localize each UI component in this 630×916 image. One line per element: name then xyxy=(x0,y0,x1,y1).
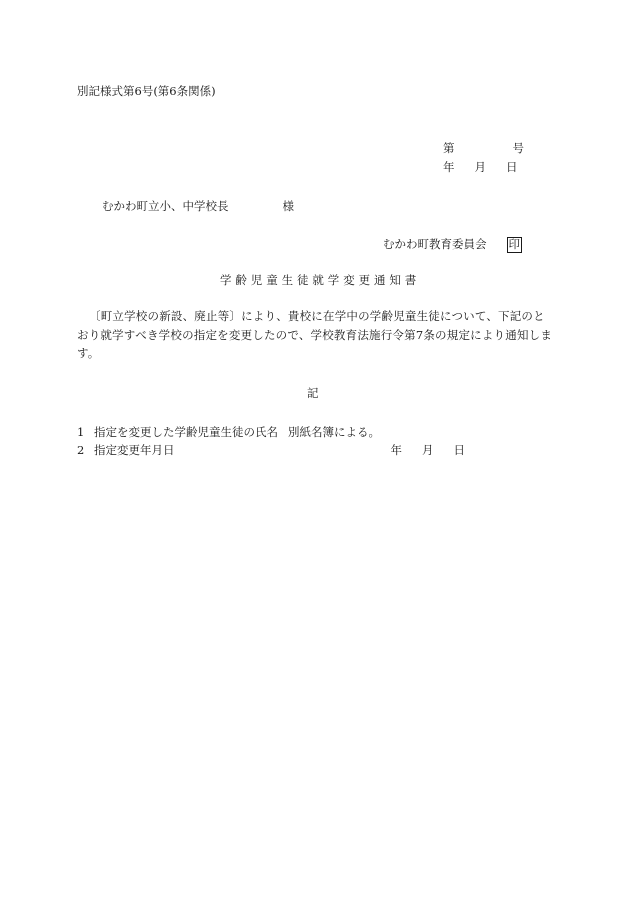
issuer xyxy=(383,237,522,253)
addressee-honorific: 様 xyxy=(282,199,294,213)
item-value: 別紙名簿による。 xyxy=(288,425,380,439)
item-label: 指定変更年月日 xyxy=(94,443,175,457)
list-item xyxy=(77,445,465,457)
number-suffix: 号 xyxy=(512,141,524,155)
item-month: 月 xyxy=(422,443,434,457)
ki-heading: 記 xyxy=(307,386,319,400)
item-day: 日 xyxy=(453,443,465,457)
document-title: 学齢児童生徒就学変更通知書 xyxy=(220,273,421,287)
document-number xyxy=(443,143,524,155)
item-number: 2 xyxy=(77,443,85,457)
addressee-name: むかわ町立小、中学校長 xyxy=(102,199,229,213)
date-month: 月 xyxy=(474,160,486,174)
issuer-name: むかわ町教育委員会 xyxy=(383,237,487,251)
document-date xyxy=(443,162,518,174)
item-year: 年 xyxy=(390,443,402,457)
item-number: 1 xyxy=(77,425,85,439)
form-label: 別記様式第6号(第6条関係) xyxy=(77,84,216,98)
body-paragraph: 〔町立学校の新設、廃止等〕により、貴校に在学中の学齢児童生徒について、下記のとおり就学すべき学校の指定を変更したので、学校教育法施行令第7条の規定により通知します。 xyxy=(77,309,553,360)
date-day: 日 xyxy=(506,160,518,174)
number-prefix: 第 xyxy=(443,141,455,155)
seal-mark: 印 xyxy=(508,237,520,251)
date-year: 年 xyxy=(443,160,455,174)
list-item xyxy=(77,427,380,439)
addressee xyxy=(102,201,294,213)
item-label: 指定を変更した学齢児童生徒の氏名 xyxy=(94,425,278,439)
